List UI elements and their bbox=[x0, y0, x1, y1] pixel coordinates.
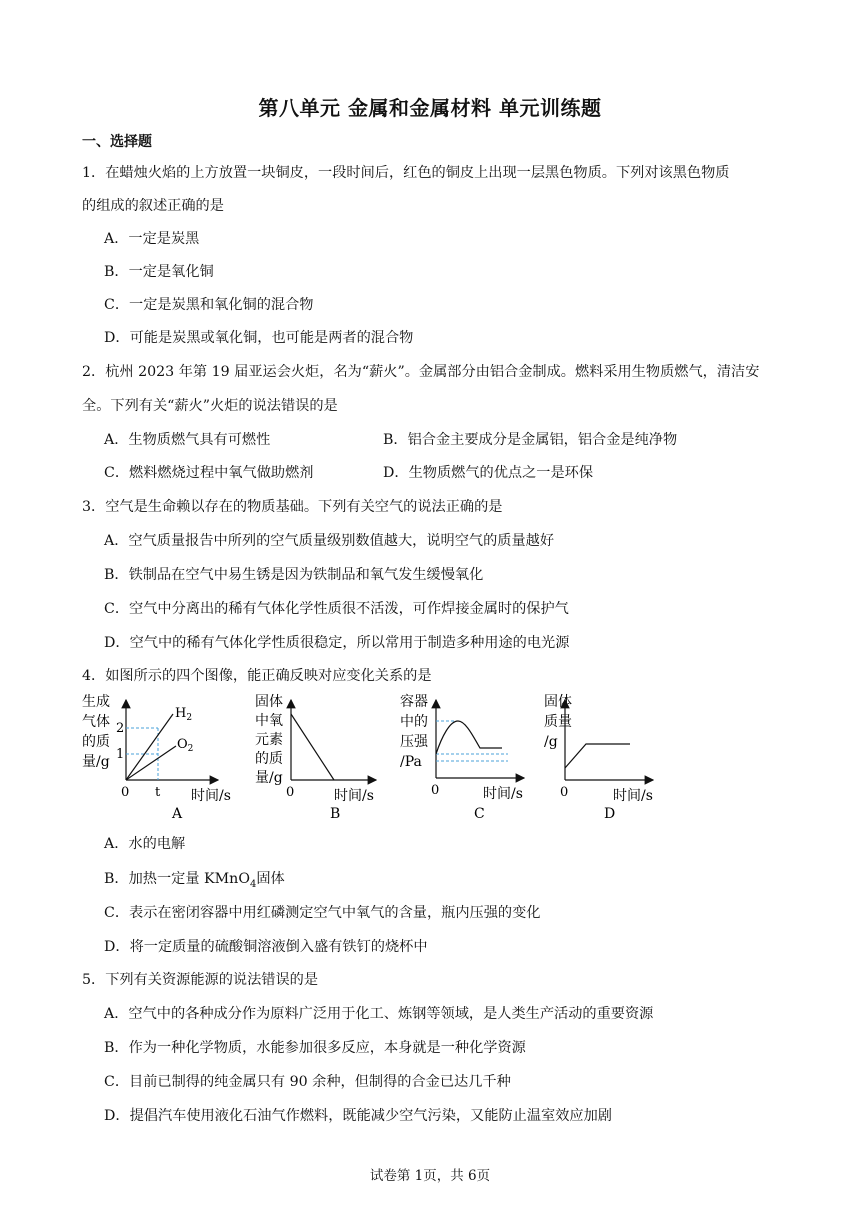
figure-c-ylabel-1: 容器 bbox=[400, 694, 428, 710]
figure-a bbox=[82, 693, 231, 822]
q2-stem-line2: 全。下列有关“薪火”火炬的说法错误的是 bbox=[82, 398, 338, 414]
figure-b-curve bbox=[291, 714, 334, 780]
q5-option-c: C．目前已制得的纯金属只有 90 余种，但制得的合金已达几千种 bbox=[104, 1074, 511, 1090]
q5-option-d: D．提倡汽车使用液化石油气作燃料，既能减少空气污染，又能防止温室效应加剧 bbox=[104, 1108, 612, 1124]
figure-a-ylabel-1: 生成 bbox=[82, 694, 110, 710]
q4-option-b-suffix: 固体 bbox=[256, 871, 285, 887]
figure-a-h2-label: $H_2$ bbox=[175, 706, 193, 723]
q4-option-b bbox=[104, 868, 285, 890]
q3-option-b: B．铁制品在空气中易生锈是因为铁制品和氧气发生缓慢氧化 bbox=[104, 567, 484, 583]
q4-option-c: C．表示在密闭容器中用红磷测定空气中氧气的含量，瓶内压强的变化 bbox=[104, 905, 541, 921]
figure-d-xlabel: 时间/s bbox=[613, 788, 653, 804]
q2-option-b: B．铝合金主要成分是金属铝，铝合金是纯净物 bbox=[383, 432, 678, 448]
q1-stem-line2: 的组成的叙述正确的是 bbox=[82, 198, 224, 214]
q4-option-a: A．水的电解 bbox=[104, 836, 186, 852]
q3-option-c: C．空气中分离出的稀有气体化学性质很不活泼，可作焊接金属时的保护气 bbox=[104, 601, 569, 617]
q5-option-b: B．作为一种化学物质，水能参加很多反应，本身就是一种化学资源 bbox=[104, 1040, 526, 1056]
figure-c-curve bbox=[436, 721, 502, 754]
q2-option-c: C．燃料燃烧过程中氧气做助燃剂 bbox=[104, 465, 314, 481]
q1-option-d: D．可能是炭黑或氧化铜，也可能是两者的混合物 bbox=[104, 330, 414, 346]
figure-b-ylabel-4: 的质 bbox=[255, 751, 283, 767]
q5-option-a: A．空气中的各种成分作为原料广泛用于化工、炼钢等领域，是人类生产活动的重要资源 bbox=[104, 1006, 654, 1022]
figure-a-xlabel: 时间/s bbox=[191, 788, 231, 804]
figure-a-tick-2: 2 bbox=[116, 721, 125, 736]
figure-b-caption: B bbox=[330, 806, 341, 822]
figure-d-ylabel-1: 固体 bbox=[544, 694, 572, 710]
figure-a-tick-t: t bbox=[155, 785, 161, 800]
figure-b-origin: 0 bbox=[286, 785, 295, 800]
q4-option-b-sub: 4 bbox=[249, 878, 257, 890]
q5-stem: 5．下列有关资源能源的说法错误的是 bbox=[82, 972, 319, 988]
figure-b-ylabel-2: 中氧 bbox=[255, 713, 283, 729]
figure-d-ylabel-2: 质量 bbox=[544, 714, 572, 730]
figure-a-tick-1: 1 bbox=[116, 747, 125, 762]
figure-c-ylabel-4: /Pa bbox=[400, 754, 422, 770]
q1-option-a: A．一定是炭黑 bbox=[104, 231, 200, 247]
figure-c-ylabel-3: 压强 bbox=[400, 734, 428, 750]
q1-option-c: C．一定是炭黑和氧化铜的混合物 bbox=[104, 297, 314, 313]
figure-b-xlabel: 时间/s bbox=[334, 788, 374, 804]
q3-stem: 3．空气是生命赖以存在的物质基础。下列有关空气的说法正确的是 bbox=[82, 499, 503, 515]
figure-b-ylabel-1: 固体 bbox=[255, 694, 283, 710]
q3-option-a: A．空气质量报告中所列的空气质量级别数值越大，说明空气的质量越好 bbox=[104, 533, 555, 549]
figure-c-xlabel: 时间/s bbox=[483, 786, 523, 802]
figure-c bbox=[400, 694, 524, 822]
figure-c-caption: C bbox=[474, 806, 485, 822]
figure-a-ylabel-4: 量/g bbox=[82, 754, 110, 770]
q3-option-d: D．空气中的稀有气体化学性质很稳定，所以常用于制造多种用途的电光源 bbox=[104, 635, 570, 651]
figure-c-ylabel-2: 中的 bbox=[400, 714, 428, 730]
figure-d-caption: D bbox=[604, 806, 616, 822]
page-footer: 试卷第 1页，共 6页 bbox=[369, 1168, 491, 1184]
figure-d-origin: 0 bbox=[560, 785, 569, 800]
figure-a-origin: 0 bbox=[121, 785, 130, 800]
q2-stem-line1: 2．杭州 2023 年第 19 届亚运会火炬，名为“薪火”。金属部分由铝合金制成。燃料采用生物质燃气，清洁安 bbox=[82, 364, 760, 380]
figure-a-o2-label: $O_2$ bbox=[177, 737, 194, 754]
q2-option-a: A．生物质燃气具有可燃性 bbox=[104, 432, 271, 448]
q1-stem-line1: 1．在蜡烛火焰的上方放置一块铜皮，一段时间后，红色的铜皮上出现一层黑色物质。下列对该黑色物质 bbox=[82, 165, 730, 181]
figure-a-ylabel-2: 气体 bbox=[82, 714, 110, 730]
q4-figures bbox=[78, 688, 678, 826]
q2-option-d: D．生物质燃气的优点之一是环保 bbox=[383, 465, 594, 481]
q4-option-b-prefix: B．加热一定量 KMnO bbox=[104, 871, 250, 887]
page-title: 第八单元 金属和金属材料 单元训练题 bbox=[258, 96, 602, 120]
figure-b-ylabel-3: 元素 bbox=[255, 732, 283, 748]
figure-a-caption: A bbox=[172, 806, 183, 822]
figure-d-ylabel-3: /g bbox=[544, 734, 558, 750]
figure-c-origin: 0 bbox=[431, 783, 440, 798]
q4-stem: 4．如图所示的四个图像，能正确反映对应变化关系的是 bbox=[82, 668, 432, 684]
q4-option-d: D．将一定质量的硫酸铜溶液倒入盛有铁钉的烧杯中 bbox=[104, 939, 428, 955]
figure-d-curve bbox=[565, 744, 630, 768]
section-heading: 一、选择题 bbox=[82, 134, 152, 150]
figure-d bbox=[544, 693, 653, 822]
figure-a-o2-line bbox=[126, 746, 176, 780]
figure-b-ylabel-5: 量/g bbox=[255, 770, 283, 786]
figure-b bbox=[255, 693, 376, 822]
figure-a-ylabel-3: 的质 bbox=[82, 734, 110, 750]
q1-option-b: B．一定是氧化铜 bbox=[104, 264, 214, 280]
figure-a-h2-line bbox=[126, 714, 173, 780]
